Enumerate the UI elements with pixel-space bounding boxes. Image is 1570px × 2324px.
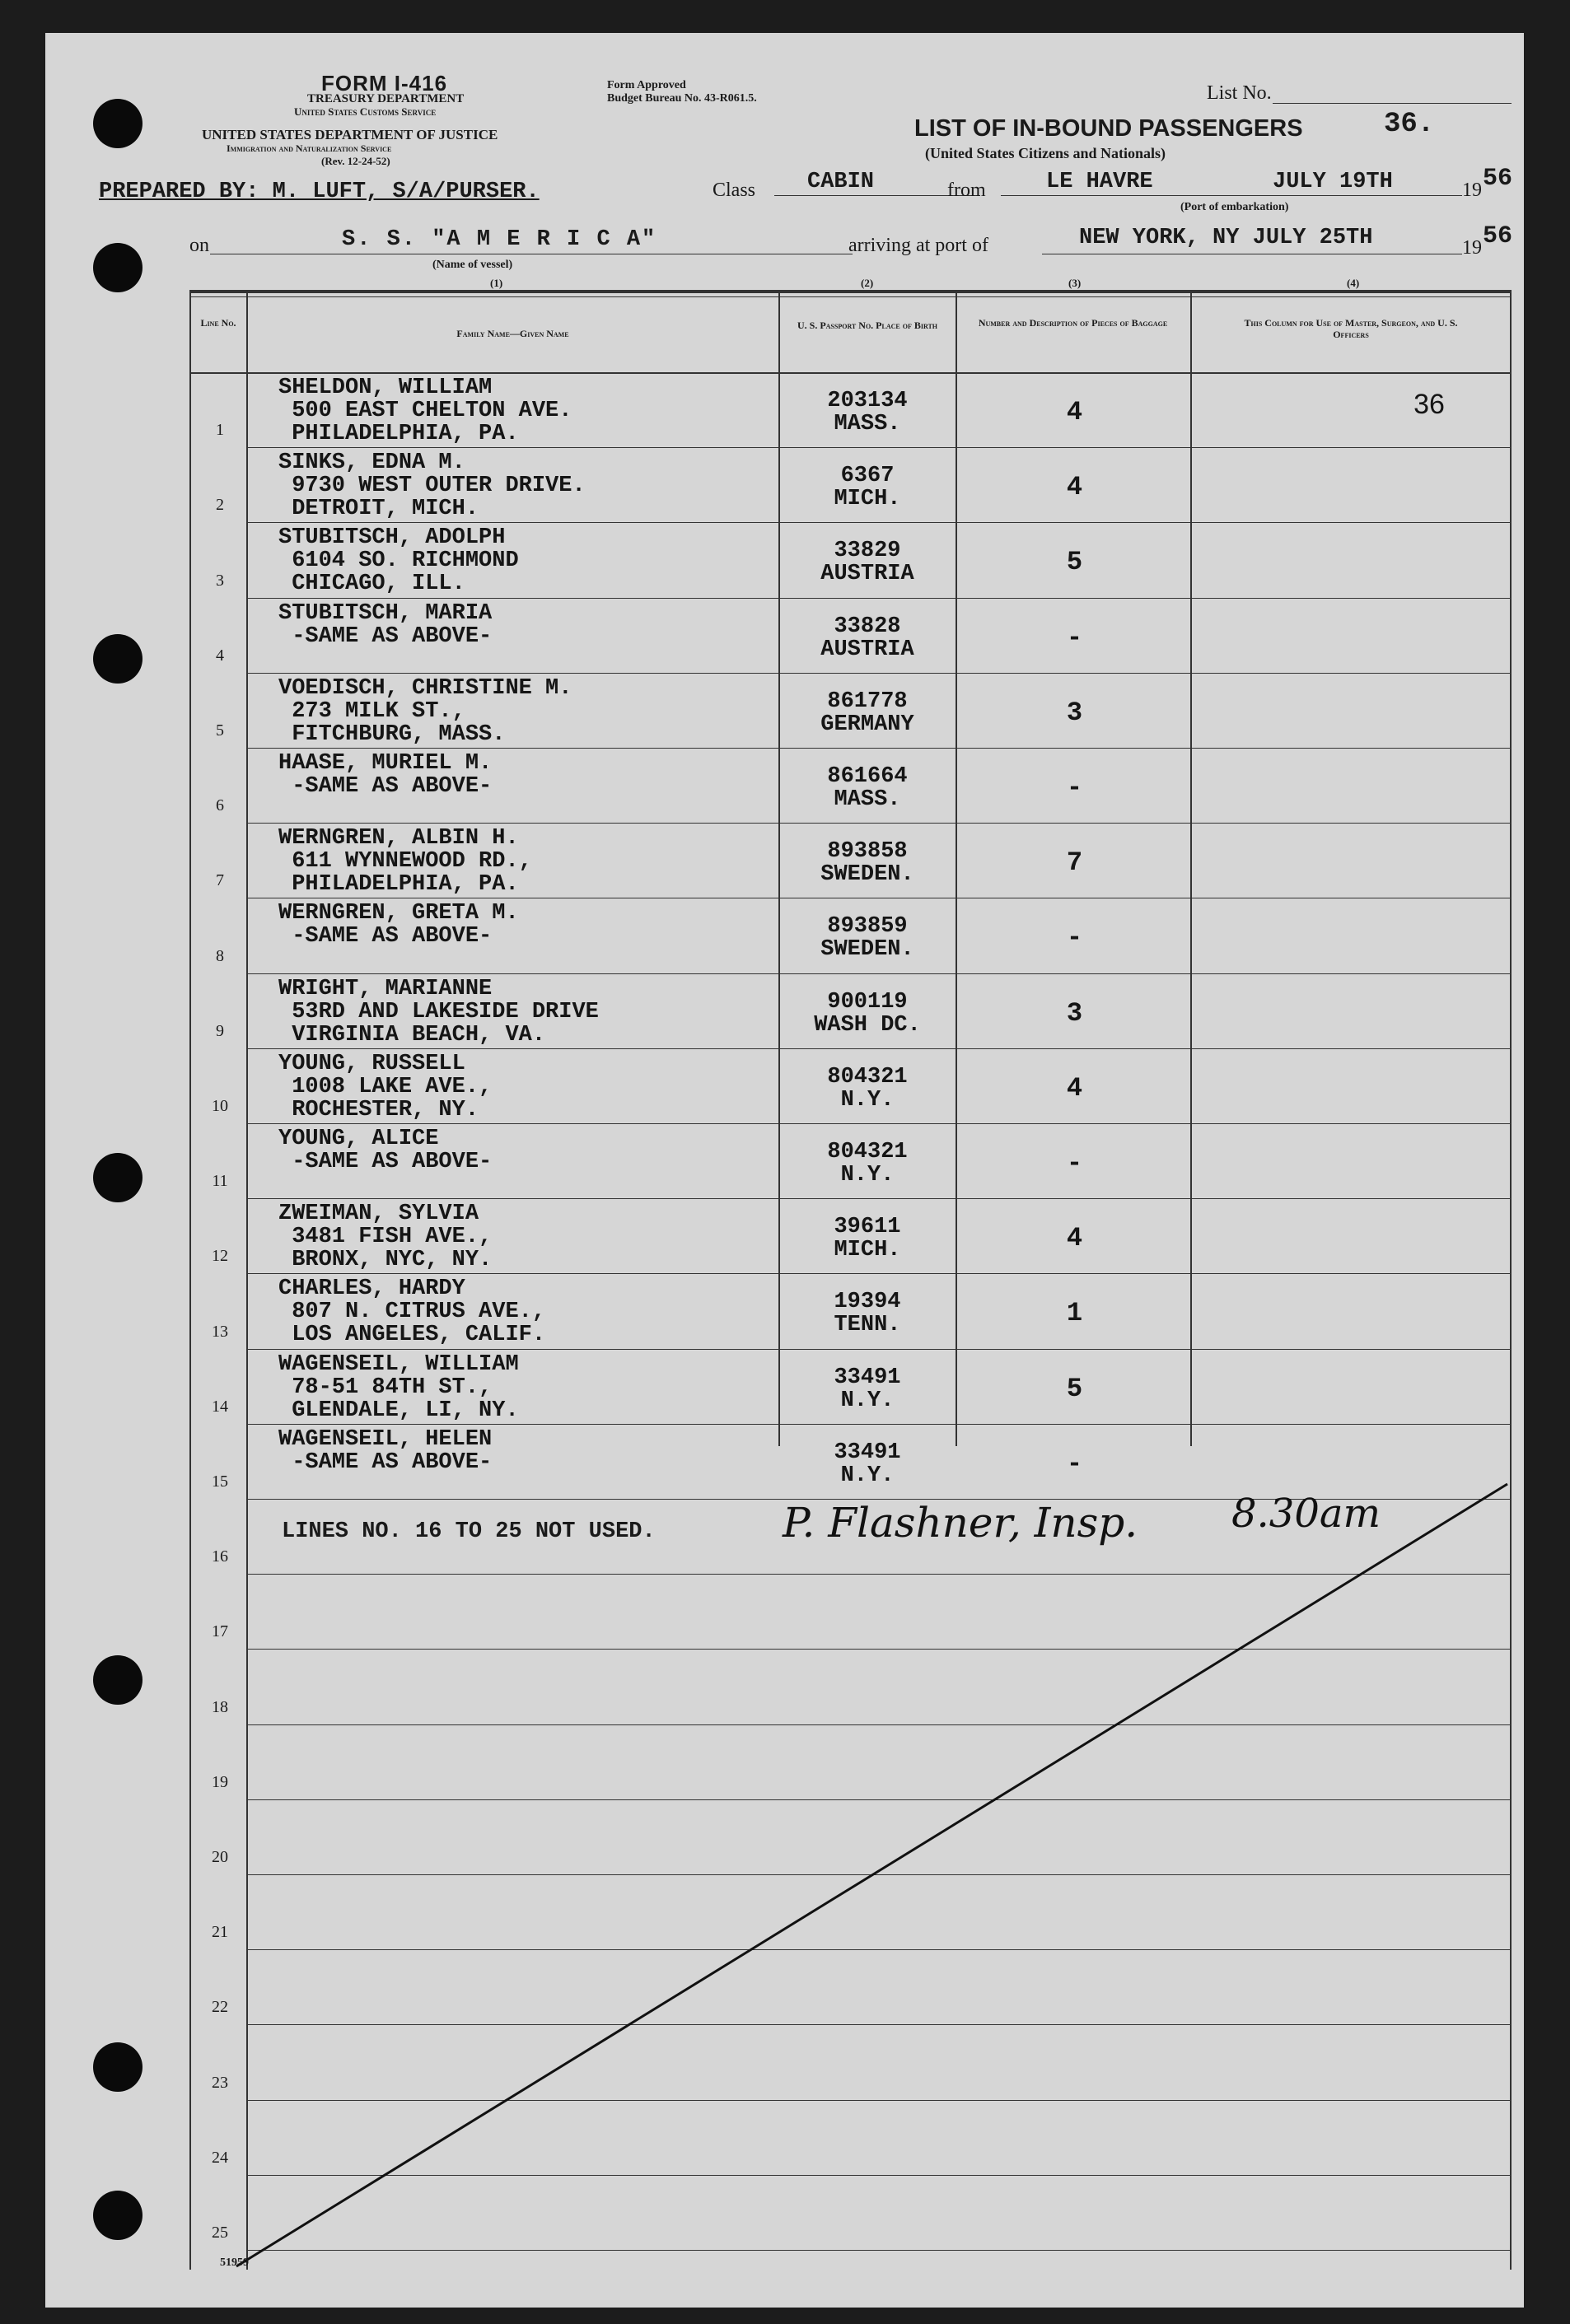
prepared-by: PREPARED BY: M. LUFT, S/A/PURSER.: [99, 180, 540, 204]
passenger-address-line: 53RD AND LAKESIDE DRIVE: [278, 1000, 599, 1024]
line-number: 25: [212, 2224, 228, 2242]
void-diagonal-line: [45, 33, 1524, 2308]
line-number: 5: [216, 721, 224, 740]
line-number: 21: [212, 1923, 228, 1941]
place-of-birth: N.Y.: [840, 1088, 895, 1113]
col-number-2: (2): [861, 277, 874, 289]
passenger-address-line: 78-51 84TH ST.,: [278, 1375, 493, 1400]
header-baggage: Number and Description of Pieces of Baggage: [978, 317, 1168, 329]
baggage-count: -: [1066, 623, 1083, 653]
place-of-birth: WASH DC.: [814, 1013, 921, 1038]
passenger-city-line: ROCHESTER, NY.: [278, 1098, 479, 1122]
place-of-birth: MASS.: [834, 412, 901, 436]
footer-code: 51959: [220, 2256, 249, 2269]
passport-number: 6367: [840, 464, 895, 488]
line-number: 7: [216, 871, 224, 889]
list-number: 36.: [1384, 109, 1435, 140]
embarkation-port: LE HAVRE: [1046, 170, 1153, 194]
treasury-department: TREASURY DEPARTMENT: [307, 92, 465, 105]
passenger-address-line: 273 MILK ST.,: [278, 699, 465, 724]
passenger-address-line: 6104 SO. RICHMOND: [278, 548, 519, 573]
passenger-name: STUBITSCH, MARIA: [278, 601, 493, 626]
arrival-year-suffix: 56: [1483, 222, 1513, 250]
passenger-address-line: -SAME AS ABOVE-: [278, 924, 493, 949]
baggage-count: -: [1066, 1148, 1083, 1178]
passenger-city-line: LOS ANGELES, CALIF.: [278, 1323, 546, 1347]
line-number: 14: [212, 1398, 228, 1416]
passenger-name: YOUNG, RUSSELL: [278, 1052, 465, 1076]
arrival-year-prefix: 19: [1462, 237, 1482, 259]
list-subtitle: (United States Citizens and Nationals): [925, 145, 1166, 161]
passenger-name: ZWEIMAN, SYLVIA: [278, 1202, 479, 1226]
justice-department: UNITED STATES DEPARTMENT OF JUSTICE: [202, 127, 498, 142]
line-number: 8: [216, 947, 224, 965]
vessel-name: S. S. "A M E R I C A": [342, 227, 657, 252]
line-number: 16: [212, 1547, 228, 1566]
passenger-city-line: VIRGINIA BEACH, VA.: [278, 1023, 546, 1048]
baggage-count: 5: [1066, 547, 1083, 577]
line-number: 24: [212, 2149, 228, 2167]
passenger-address-line: -SAME AS ABOVE-: [278, 624, 493, 649]
line-number: 15: [212, 1472, 228, 1491]
line-number: 11: [212, 1172, 228, 1190]
lines-not-used-note: LINES NO. 16 TO 25 NOT USED.: [282, 1519, 656, 1544]
line-number: 18: [212, 1698, 228, 1716]
passenger-address-line: 3481 FISH AVE.,: [278, 1225, 493, 1249]
place-of-birth: GERMANY: [820, 712, 914, 737]
header-family-name: Family Name—Given Name: [456, 328, 569, 339]
col-number-1: (1): [490, 277, 503, 289]
place-of-birth: N.Y.: [840, 1163, 895, 1188]
place-of-birth: SWEDEN.: [820, 937, 914, 962]
line-number: 6: [216, 796, 224, 814]
inspector-signature: P. Flashner, Insp.: [783, 1499, 1138, 1547]
header-line-no: Line No.: [200, 317, 236, 329]
passport-number: 893858: [827, 839, 908, 864]
passenger-address-line: 807 N. CITRUS AVE.,: [278, 1300, 546, 1324]
from-label: from: [947, 180, 986, 201]
col-number-4: (4): [1347, 277, 1360, 289]
form-approved: Form Approved: [607, 79, 686, 91]
place-of-birth: N.Y.: [840, 1463, 895, 1488]
passenger-name: WRIGHT, MARIANNE: [278, 977, 493, 1001]
line-number: 12: [212, 1247, 228, 1265]
immigration-service: Immigration and Naturalization Service: [227, 142, 392, 154]
passenger-address-line: -SAME AS ABOVE-: [278, 1150, 493, 1174]
baggage-count: -: [1066, 772, 1083, 803]
passenger-address-line: 611 WYNNEWOOD RD.,: [278, 849, 532, 874]
form-number: FORM I-416: [321, 71, 448, 96]
passenger-address-line: -SAME AS ABOVE-: [278, 1450, 493, 1475]
line-number: 22: [212, 1998, 228, 2016]
passenger-name: SHELDON, WILLIAM: [278, 376, 493, 400]
passenger-city-line: BRONX, NYC, NY.: [278, 1248, 493, 1272]
passenger-city-line: DETROIT, MICH.: [278, 497, 479, 521]
passenger-name: CHARLES, HARDY: [278, 1276, 465, 1301]
line-number: 17: [212, 1622, 228, 1640]
place-of-birth: AUSTRIA: [820, 637, 914, 662]
on-label: on: [189, 235, 209, 256]
departure-date: JULY 19TH: [1273, 170, 1393, 194]
passenger-name: WAGENSEIL, HELEN: [278, 1427, 493, 1452]
year-prefix: 19: [1462, 180, 1482, 201]
passenger-city-line: GLENDALE, LI, NY.: [278, 1398, 519, 1423]
place-of-birth: MASS.: [834, 787, 901, 812]
passport-number: 893859: [827, 914, 908, 939]
place-of-birth: TENN.: [834, 1313, 901, 1337]
arrival-port-date: NEW YORK, NY JULY 25TH: [1079, 226, 1373, 250]
header-passport: U. S. Passport No. Place of Birth: [797, 320, 937, 331]
passenger-city-line: CHICAGO, ILL.: [278, 572, 465, 596]
year-suffix: 56: [1483, 165, 1513, 193]
baggage-count: 7: [1066, 847, 1083, 878]
line-number: 2: [216, 496, 224, 514]
col-number-3: (3): [1068, 277, 1082, 289]
customs-service: United States Customs Service: [294, 105, 437, 118]
vessel-caption: (Name of vessel): [432, 259, 513, 271]
passport-number: 804321: [827, 1065, 908, 1090]
class-label: Class: [713, 180, 756, 201]
line-number: 1: [216, 421, 224, 439]
passport-number: 33828: [834, 614, 901, 639]
budget-bureau-number: Budget Bureau No. 43-R061.5.: [607, 92, 757, 105]
line-number: 3: [216, 572, 224, 590]
baggage-count: 1: [1066, 1298, 1083, 1328]
line-number: 13: [212, 1323, 228, 1341]
passenger-address-line: 1008 LAKE AVE.,: [278, 1075, 493, 1099]
class-value: CABIN: [807, 170, 875, 194]
baggage-count: 3: [1066, 998, 1083, 1029]
list-title: LIST OF IN-BOUND PASSENGERS: [914, 115, 1303, 142]
baggage-count: 5: [1066, 1374, 1083, 1404]
passport-number: 33491: [834, 1365, 901, 1390]
passenger-address-line: 9730 WEST OUTER DRIVE.: [278, 474, 586, 498]
line-number: 10: [212, 1097, 228, 1115]
place-of-birth: MICH.: [834, 1238, 901, 1262]
passenger-city-line: PHILADELPHIA, PA.: [278, 872, 519, 897]
port-embarkation-caption: (Port of embarkation): [1180, 201, 1289, 213]
arriving-label: arriving at port of: [848, 235, 988, 256]
baggage-count: 4: [1066, 1073, 1083, 1104]
place-of-birth: MICH.: [834, 487, 901, 511]
officer-note: 36: [1413, 389, 1445, 420]
passenger-name: SINKS, EDNA M.: [278, 450, 465, 475]
list-no-label: List No.: [1207, 82, 1272, 104]
place-of-birth: N.Y.: [840, 1388, 895, 1413]
passenger-name: YOUNG, ALICE: [278, 1127, 439, 1151]
passport-number: 39611: [834, 1215, 901, 1239]
line-number: 19: [212, 1773, 228, 1791]
passport-number: 33829: [834, 539, 901, 563]
place-of-birth: AUSTRIA: [820, 562, 914, 586]
passenger-name: HAASE, MURIEL M.: [278, 751, 493, 776]
passenger-name: WERNGREN, ALBIN H.: [278, 826, 519, 851]
baggage-count: 4: [1066, 1223, 1083, 1253]
time-stamp-note: 8.30am: [1231, 1491, 1381, 1537]
manifest-page: [45, 33, 1524, 2308]
line-number: 23: [212, 2074, 228, 2092]
passenger-city-line: PHILADELPHIA, PA.: [278, 422, 519, 446]
passport-number: 804321: [827, 1140, 908, 1164]
passenger-name: STUBITSCH, ADOLPH: [278, 525, 506, 550]
form-revision: (Rev. 12-24-52): [321, 155, 390, 167]
line-number: 9: [216, 1022, 224, 1040]
passport-number: 203134: [827, 389, 908, 413]
passenger-city-line: FITCHBURG, MASS.: [278, 722, 506, 747]
passenger-address-line: 500 EAST CHELTON AVE.: [278, 399, 572, 423]
passenger-name: WERNGREN, GRETA M.: [278, 901, 519, 926]
baggage-count: 4: [1066, 397, 1083, 427]
passenger-address-line: -SAME AS ABOVE-: [278, 774, 493, 799]
baggage-count: 4: [1066, 472, 1083, 502]
baggage-count: -: [1066, 922, 1083, 953]
header-officers-column: This Column for Use of Master, Surgeon, and U. S. Officers: [1244, 317, 1458, 340]
baggage-count: 3: [1066, 698, 1083, 728]
passenger-name: WAGENSEIL, WILLIAM: [278, 1352, 519, 1377]
passport-number: 33491: [834, 1440, 901, 1465]
passport-number: 861664: [827, 764, 908, 789]
passport-number: 19394: [834, 1290, 901, 1314]
place-of-birth: SWEDEN.: [820, 862, 914, 887]
passport-number: 861778: [827, 689, 908, 714]
line-number: 20: [212, 1848, 228, 1866]
passenger-name: VOEDISCH, CHRISTINE M.: [278, 676, 572, 701]
passport-number: 900119: [827, 990, 908, 1015]
baggage-count: -: [1066, 1449, 1083, 1479]
line-number: 4: [216, 646, 224, 665]
